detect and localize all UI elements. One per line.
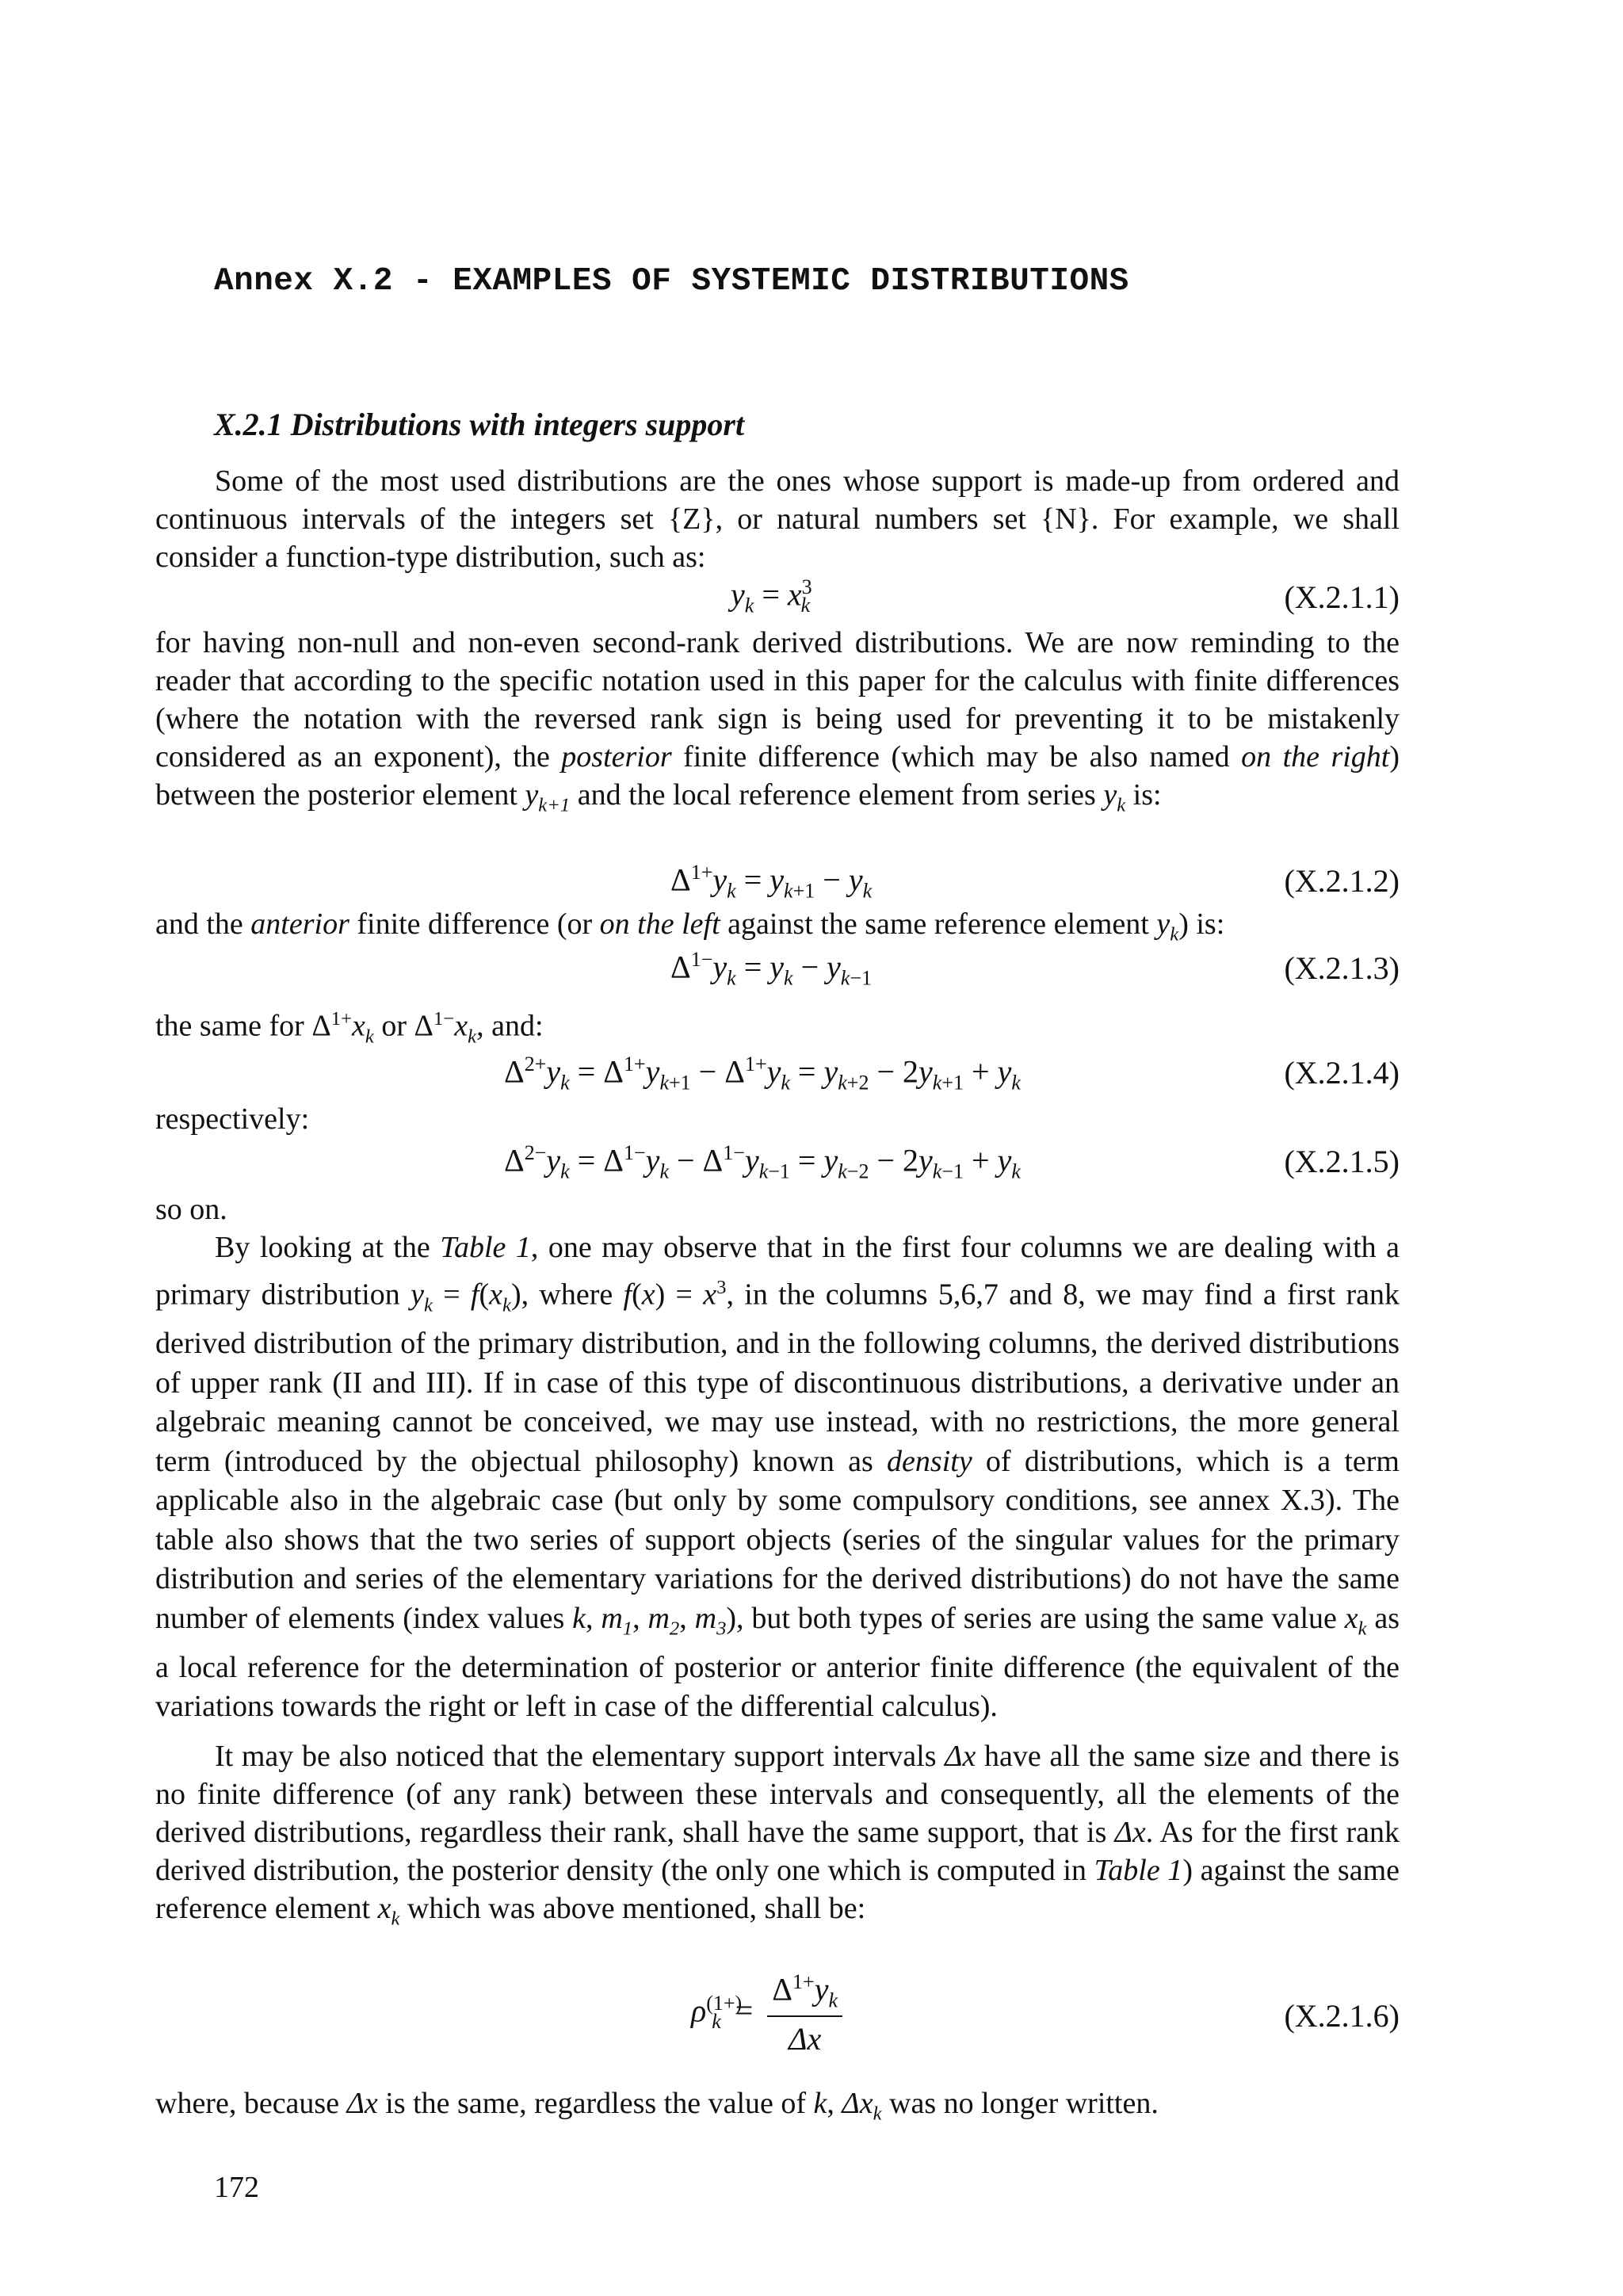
- paragraph-table1: [155, 1228, 1400, 1727]
- equation-x215: $\Delta^{2-}y_k = \Delta^{1-}y_k - \Delta^{1-}y_{k-1} = y_{k-2} - 2y_{k-1} + y_k$: [504, 1141, 1021, 1183]
- section-title: X.2.1 Distributions with integers support: [214, 407, 745, 442]
- text-line-same: the same for $\Delta^{1+}x_k$ or $\Delta^{1-}x_k$, and:: [155, 1008, 544, 1048]
- equation-number: (X.2.1.2): [1284, 863, 1400, 899]
- equation-x211: $y_k = x^3_k$: [731, 575, 812, 617]
- paragraph-intro: [155, 462, 1400, 576]
- page-number: 172: [214, 2171, 259, 2204]
- paragraph-notation-text: for having non-null and non-even second-rank derived distributions. We are now reminding to the reader that according to the specific notation used in this paper for the calculus with finite differences (where the notation with the reversed rank sign is being used for preventing it to be mistakenly considered as an exponent), the posterior finite difference (which may be also named on the right) between the posterior element $y_{k+1}$ and the local reference element from series $y_k$ is:: [155, 626, 1400, 816]
- equation-number: (X.2.1.5): [1284, 1144, 1400, 1179]
- equation-x216: $\rho^{(1+)}_k$ = $\frac{\Delta^{1+}y_k}{\Delta x}$: [691, 1970, 842, 2057]
- paragraph-support-text: It may be also noticed that the elementary support intervals Δx have all the same size and there is no finite difference (of any rank) between these intervals and consequently, all the elements of the derived distributions, regardless their rank, shall have the same support, that is Δx. As for the first rank derived distribution, the posterior density (the only one which is computed in Table 1) against the same reference element $x_k$ which was above mentioned, shall be:: [155, 1740, 1400, 1930]
- equation-number: (X.2.1.3): [1284, 950, 1400, 986]
- text-line-so-on: so on.: [155, 1193, 227, 1226]
- density-fraction: $\frac{\Delta^{1+}y_k}{\Delta x}$: [767, 1970, 842, 2057]
- equation-number: (X.2.1.4): [1284, 1055, 1400, 1091]
- equation-number: (X.2.1.6): [1284, 1998, 1400, 2034]
- text-line-respectively: respectively:: [155, 1102, 310, 1136]
- equation-x214: $\Delta^{2+}y_k = \Delta^{1+}y_{k+1} - \Delta^{1+}y_k = y_{k+2} - 2y_{k+1} + y_k$: [504, 1052, 1021, 1095]
- paragraph-table1-text: By looking at the Table 1, one may observe that in the first four columns we are dealing with a primary distribution $y_k = f(x_k)$, where $f(x) = x^3$, in the columns 5,6,7 and 8, we may find a first rank derived distribution of the primary distribution, and in the following columns, the derived distributions of upper rank (II and III). If in case of this type of discontinuous distributions, a derivative under an algebraic meaning cannot be conceived, we may use instead, with no restrictions, the more general term (introduced by the objectual philosophy) known as density of distributions, which is a term applicable also in the algebraic case (but only by some compulsory conditions, see annex X.3). The table also shows that the two series of support objects (series of the singular values for the primary distribution and series of the elementary variations for the derived distributions) do not have the same number of elements (index values k, $m_1$, $m_2$, $m_3$), but both types of series are using the same value $x_k$ as a local reference for the determination of posterior or anterior finite difference (the equivalent of the variations towards the right or left in case of the differential calculus).: [155, 1231, 1400, 1724]
- annex-title: Annex X.2 - EXAMPLES OF SYSTEMIC DISTRIBUTIONS: [214, 263, 1129, 300]
- paragraph-intro-text: Some of the most used distributions are the ones whose support is made-up from ordered and continuous intervals of the integers set {Z}, or natural numbers set {N}. For example, we shall consider a function-type distribution, such as:: [155, 464, 1400, 574]
- equation-x212: $\Delta^{1+}y_k = y_{k+1} - y_k$: [670, 861, 873, 903]
- equation-x213: $\Delta^{1-}y_k = y_k - y_{k-1}$: [670, 948, 873, 990]
- equation-number: (X.2.1.1): [1284, 579, 1400, 615]
- paragraph-notation: [155, 624, 1400, 825]
- paragraph-support: [155, 1737, 1400, 1939]
- text-line-where: where, because Δx is the same, regardless the value of k, $\Delta x_k$ was no longer written.: [155, 2087, 1159, 2125]
- text-line-anterior: and the anterior finite difference (or on the left against the same reference element $y_k$) is:: [155, 907, 1225, 946]
